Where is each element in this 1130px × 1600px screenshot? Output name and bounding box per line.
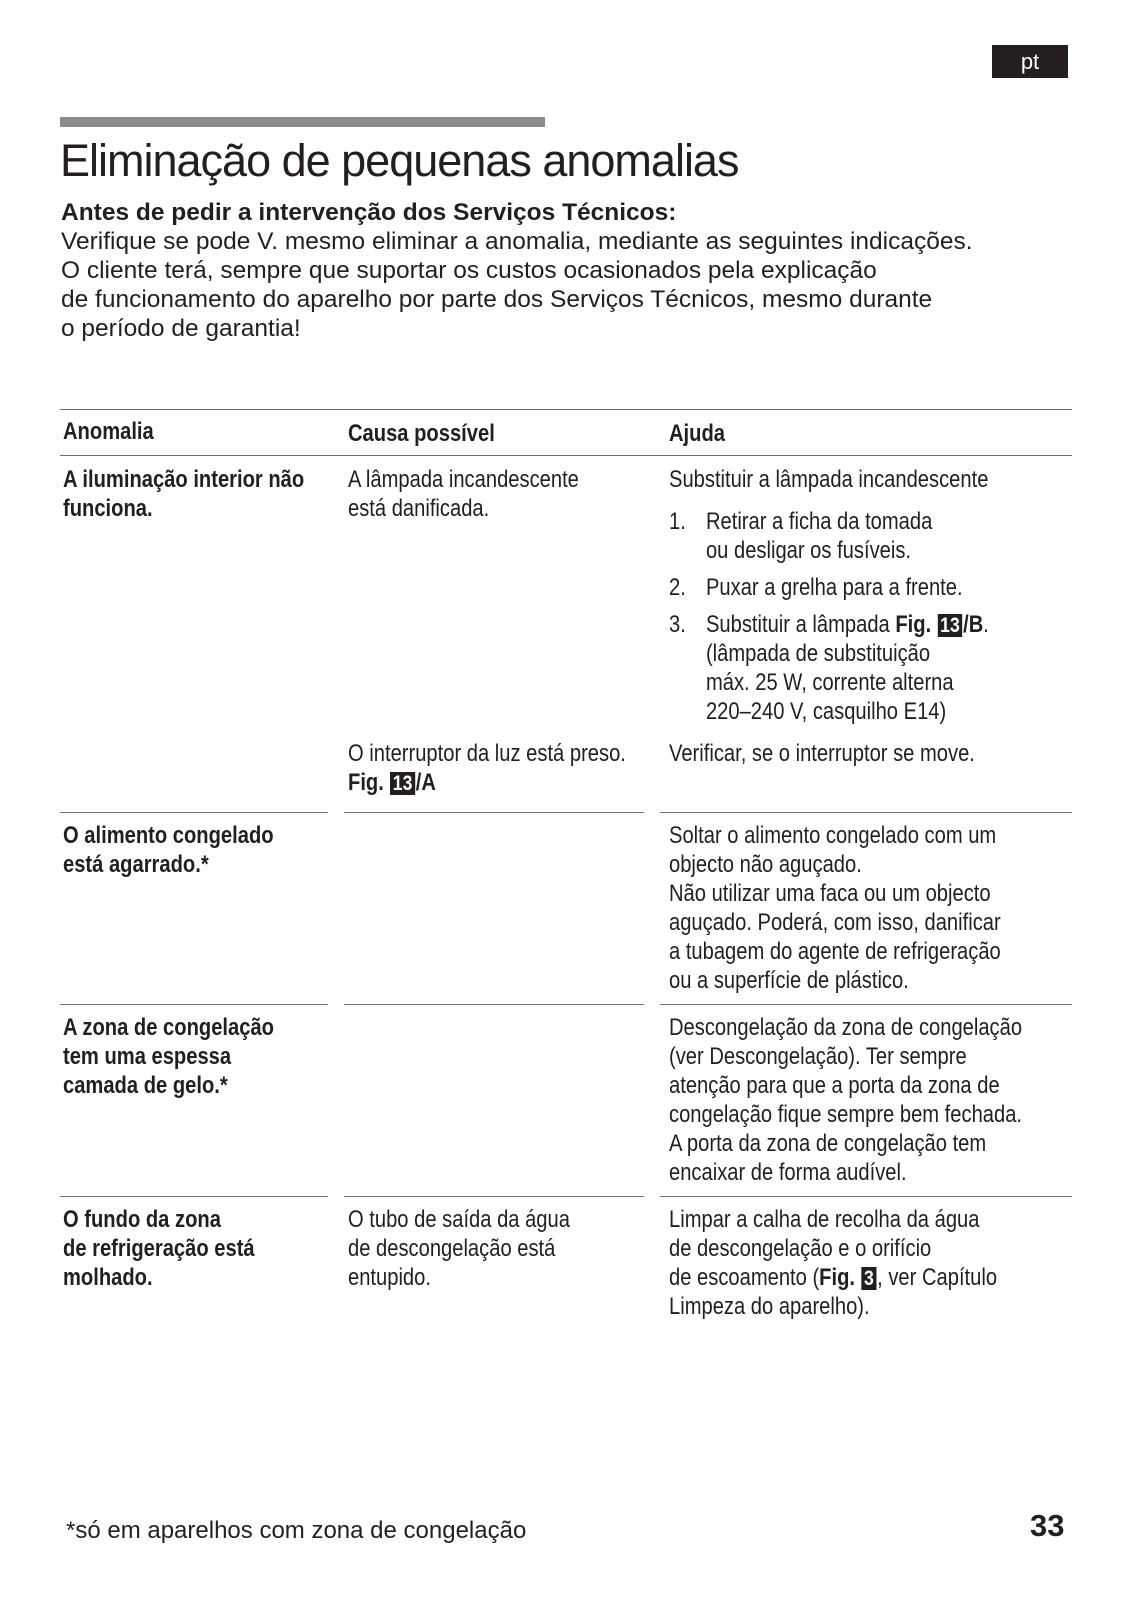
table-top-rule [60,409,1072,410]
figure-ref-badge: 13 [390,772,415,795]
anomalia-cell: A zona de congelação tem uma espessa camada de gelo.* [63,1014,274,1099]
step-item: 1. Retirar a ficha da tomada ou desligar os fusíveis. [669,508,933,564]
anomalia-cell: A iluminação interior não funciona. [63,466,305,522]
intro-line: Verifique se pode V. mesmo eliminar a anomalia, mediante as seguintes indicações. [61,228,973,255]
causa-cell: A lâmpada incandescente está danificada. [348,466,579,522]
ajuda-cell: Verificar, se o interruptor se move. [669,740,975,767]
step-item: 3. Substituir a lâmpada Fig. 13 /B. (lâmpada de substituição máx. 25 W, corrente alterna 220–240 V, casquilho E14) [669,611,989,725]
ajuda-cell: Descongelação da zona de congelação (ver Descongelação). Ter sempre atenção para que a porta da zona de congelação fique sempre bem fechada. A porta da zona de congelação tem encaixar de forma audível. [669,1014,1023,1186]
step-item: 2. Puxar a grelha para a frente. [669,574,963,601]
intro-line: O cliente terá, sempre que suportar os custos ocasionados pela explicação [61,257,877,284]
title-accent-bar [60,117,545,127]
anomalia-cell: O alimento congelado está agarrado.* [63,822,274,878]
header-anomalia: Anomalia [63,418,154,445]
figure-ref-badge: 13 [938,614,963,637]
intro-line: o período de garantia! [61,315,301,342]
intro-heading: Antes de pedir a intervenção dos Serviços Técnicos: [61,199,677,226]
steps-list [669,507,989,726]
header-ajuda: Ajuda [669,420,726,447]
causa-cell: O tubo de saída da água de descongelação está entupido. [348,1206,570,1291]
ajuda-cell: Limpar a calha de recolha da água de descongelação e o orifício de escoamento (Fig. 3 , ver Capítulo Limpeza do aparelho). [669,1206,998,1320]
page-number: 33 [1030,1508,1065,1543]
page-title: Eliminação de pequenas anomalias [60,135,739,186]
footnote: *só em aparelhos com zona de congelação [66,1517,527,1544]
causa-cell: O interruptor da luz está preso. Fig. 13 /A [348,740,626,796]
language-badge: pt [992,45,1068,78]
ajuda-title: Substituir a lâmpada incandescente [669,466,989,493]
intro-line: de funcionamento do aparelho por parte dos Serviços Técnicos, mesmo durante [61,286,933,313]
figure-ref-badge: 3 [861,1267,876,1290]
row-rule [344,812,644,813]
header-rule [60,455,1072,456]
anomalia-cell: O fundo da zona de refrigeração está molhado. [63,1206,255,1291]
intro-section [61,198,1081,343]
header-causa: Causa possível [348,420,495,447]
ajuda-cell: Soltar o alimento congelado com um objecto não aguçado. Não utilizar uma faca ou um objecto aguçado. Poderá, com isso, danificar a tubagem do agente de refrigeração ou a superfície de plástico. [669,822,1001,994]
ajuda-cell [669,465,989,734]
row-rule [344,1004,644,1005]
